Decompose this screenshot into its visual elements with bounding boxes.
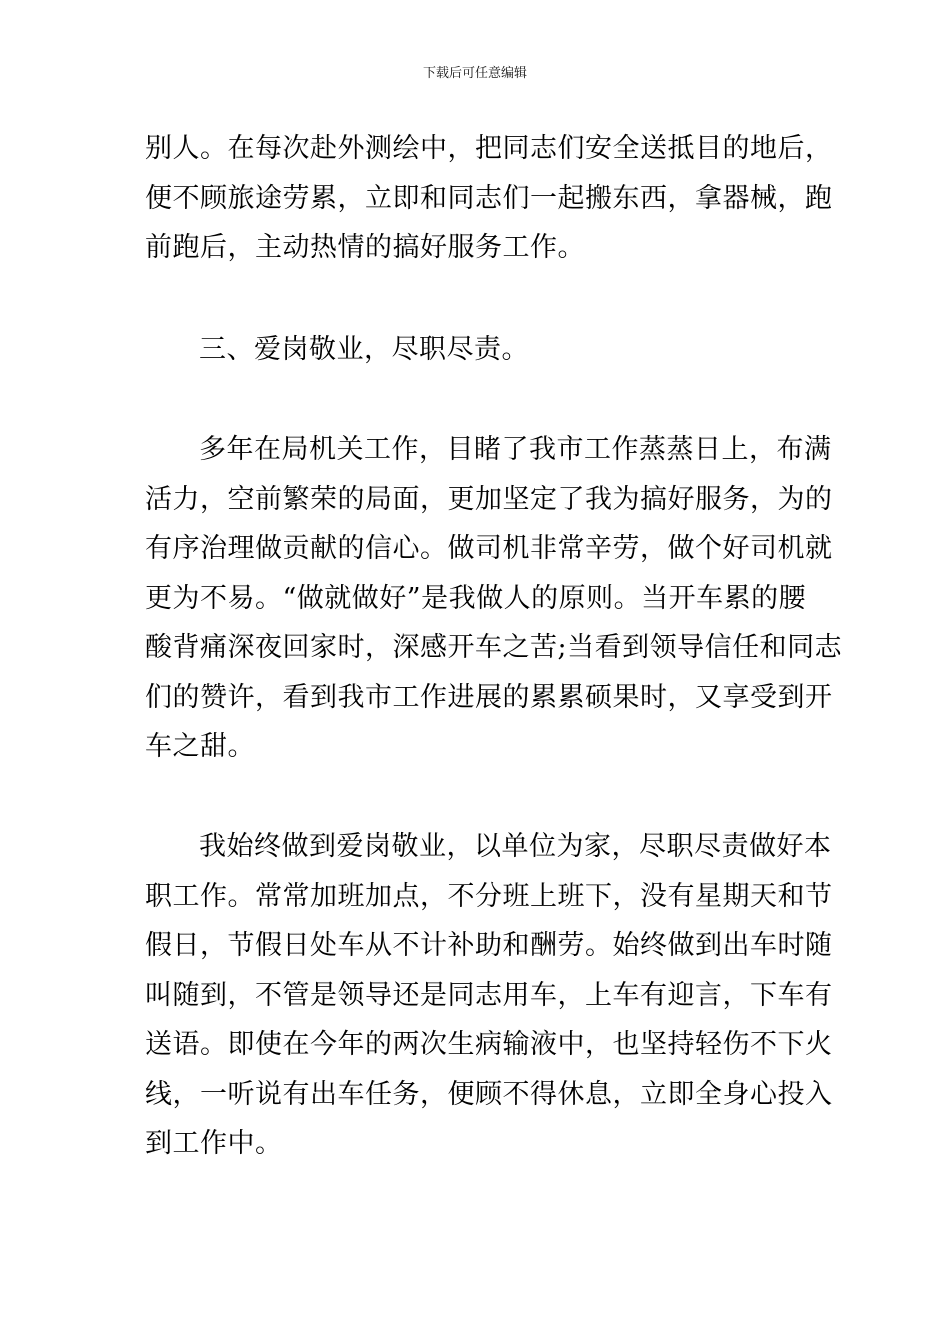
section-heading	[145, 325, 815, 375]
paragraph-service	[145, 124, 833, 273]
text-line: 便不顾旅途劳累，立即和同志们一起搬东西，拿器械，跑	[145, 182, 833, 214]
page-header: 下载后可任意编辑	[422, 66, 527, 81]
text-line: 叫随到，不管是领导还是同志用车，上车有迎言，下车有	[145, 979, 833, 1011]
text-line: 职工作。常常加班加点，不分班上班下，没有星期天和节	[145, 880, 833, 912]
text-line: 送语。即使在今年的两次生病输液中，也坚持轻伤不下火	[145, 1029, 833, 1060]
text-line: 我始终做到爱岗敬业，以单位为家，尽职尽责做好本	[199, 831, 832, 862]
text-line: 别人。在每次赴外测绘中，把同志们安全送抵目的地后，	[145, 133, 833, 164]
text-line: 到工作中。	[145, 1128, 283, 1159]
text-line: 车之甜。	[145, 731, 255, 762]
text-line: 酸背痛深夜回家时，深感开车之苦;当看到领导信任和同志	[145, 632, 843, 663]
paragraph-commitment	[145, 822, 833, 1169]
text-line: 前跑后，主动热情的搞好服务工作。	[145, 232, 585, 263]
text-line: 线，一听说有出车任务，便顾不得休息，立即全身心投入	[145, 1078, 833, 1110]
paragraph-dedication	[145, 425, 843, 772]
text-line: 们的赞许，看到我市工作进展的累累硕果时，又享受到开	[145, 681, 833, 713]
text-line: 假日，节假日处车从不计补助和酬劳。始终做到出车时随	[145, 930, 833, 961]
text-line: 活力，空前繁荣的局面，更加坚定了我为搞好服务，为的	[145, 483, 833, 515]
text-line: 多年在局机关工作，目睹了我市工作蒸蒸日上，布满	[199, 434, 832, 465]
heading-line: 三、爱岗敬业，尽职尽责。	[199, 334, 529, 365]
text-line: 有序治理做贡献的信心。做司机非常辛劳，做个好司机就	[145, 533, 833, 564]
text-line: 更为不易。“做就做好”是我做人的原则。当开车累的腰	[145, 582, 807, 614]
